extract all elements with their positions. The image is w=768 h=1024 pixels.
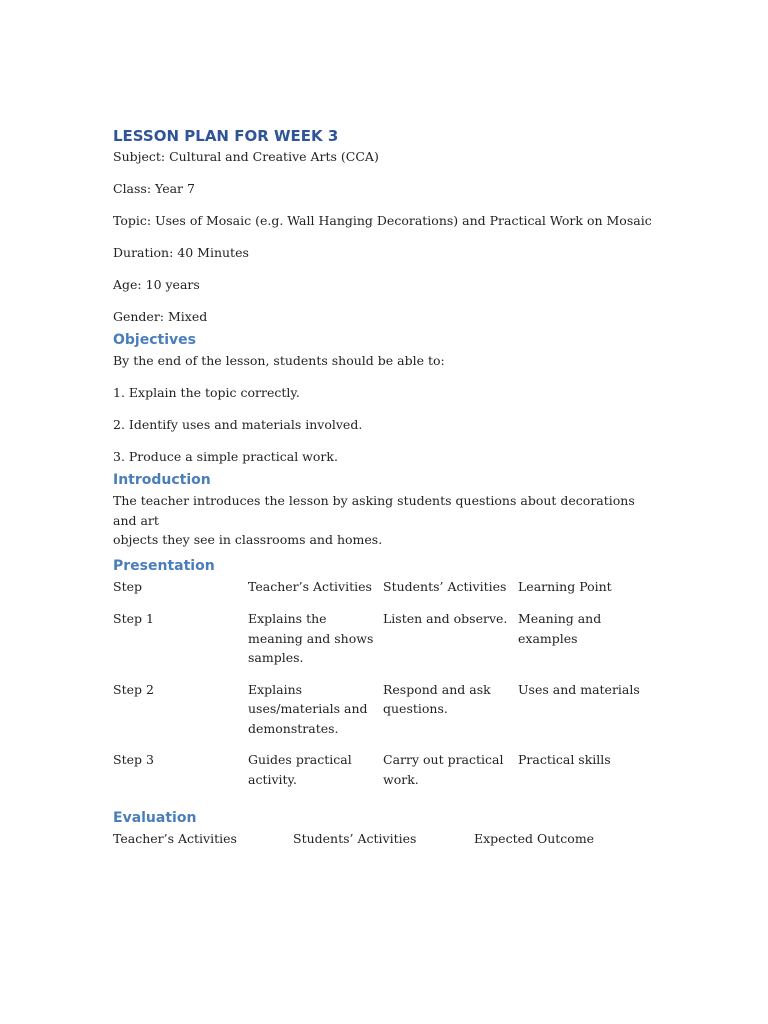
objective-item-2: 2. Identify uses and materials involved. <box>113 417 363 432</box>
objectives-intro: By the end of the lesson, students should be able to: <box>113 353 445 368</box>
cell-line: work. <box>383 771 419 787</box>
column-header-step: Step <box>113 579 142 594</box>
cell-line: activity. <box>248 771 297 787</box>
cell-line: uses/materials and <box>248 701 368 716</box>
cell-line: examples <box>518 630 578 646</box>
presentation-heading: Presentation <box>113 558 215 574</box>
objective-item-1: 1. Explain the topic correctly. <box>113 385 300 400</box>
cell-line: demonstrates. <box>248 720 339 736</box>
column-header-students: Students’ Activities <box>383 579 507 594</box>
learning-point-cell <box>518 609 653 680</box>
page-title: LESSON PLAN FOR WEEK 3 <box>113 127 339 145</box>
age-line: Age: 10 years <box>113 277 200 292</box>
teacher-cell <box>248 750 383 801</box>
students-cell <box>383 609 518 680</box>
evaluation-heading: Evaluation <box>113 810 197 826</box>
cell-line: Carry out practical <box>383 752 504 767</box>
objectives-heading: Objectives <box>113 332 196 348</box>
students-cell <box>383 750 518 801</box>
cell-line: meaning and shows <box>248 630 374 646</box>
subject-line: Subject: Cultural and Creative Arts (CCA) <box>113 149 379 164</box>
presentation-header-row <box>113 577 653 609</box>
cell-line: Uses and materials <box>518 681 640 697</box>
cell-line: Explains <box>248 681 303 697</box>
step-cell: Step 1 <box>113 611 154 626</box>
cell-line: Meaning and <box>518 611 602 626</box>
objective-item-3: 3. Produce a simple practical work. <box>113 449 338 464</box>
teacher-cell <box>248 680 383 751</box>
learning-point-cell <box>518 750 653 801</box>
topic-line: Topic: Uses of Mosaic (e.g. Wall Hanging Decorations) and Practical Work on Mosaic <box>113 213 652 228</box>
cell-line: Listen and observe. <box>383 611 508 626</box>
cell-line: Explains the <box>248 611 327 626</box>
class-line: Class: Year 7 <box>113 181 195 196</box>
introduction-line-2: objects they see in classrooms and homes. <box>113 532 383 547</box>
document-page <box>113 125 673 849</box>
column-header-learning-point: Learning Point <box>518 579 612 594</box>
evaluation-column-outcome: Expected Outcome <box>474 831 595 846</box>
students-cell <box>383 680 518 751</box>
introduction-heading: Introduction <box>113 472 211 488</box>
learning-point-cell <box>518 680 653 751</box>
step-cell: Step 3 <box>113 752 154 767</box>
presentation-table <box>113 577 653 801</box>
table-row <box>113 750 653 801</box>
column-header-teacher: Teacher’s Activities <box>248 579 372 594</box>
cell-line: Respond and ask <box>383 681 491 697</box>
evaluation-column-students: Students’ Activities <box>293 831 417 846</box>
cell-line: samples. <box>248 650 304 665</box>
table-row <box>113 609 653 680</box>
teacher-cell <box>248 609 383 680</box>
table-row <box>113 680 653 751</box>
evaluation-column-teacher: Teacher’s Activities <box>113 831 237 846</box>
cell-line: Practical skills <box>518 752 611 767</box>
step-cell: Step 2 <box>113 681 154 697</box>
gender-line: Gender: Mixed <box>113 309 208 324</box>
cell-line: Guides practical <box>248 752 352 767</box>
introduction-line-1: The teacher introduces the lesson by asking students questions about decorations and art <box>113 493 635 528</box>
evaluation-header-row <box>113 829 673 849</box>
cell-line: questions. <box>383 701 448 716</box>
duration-line: Duration: 40 Minutes <box>113 245 249 260</box>
